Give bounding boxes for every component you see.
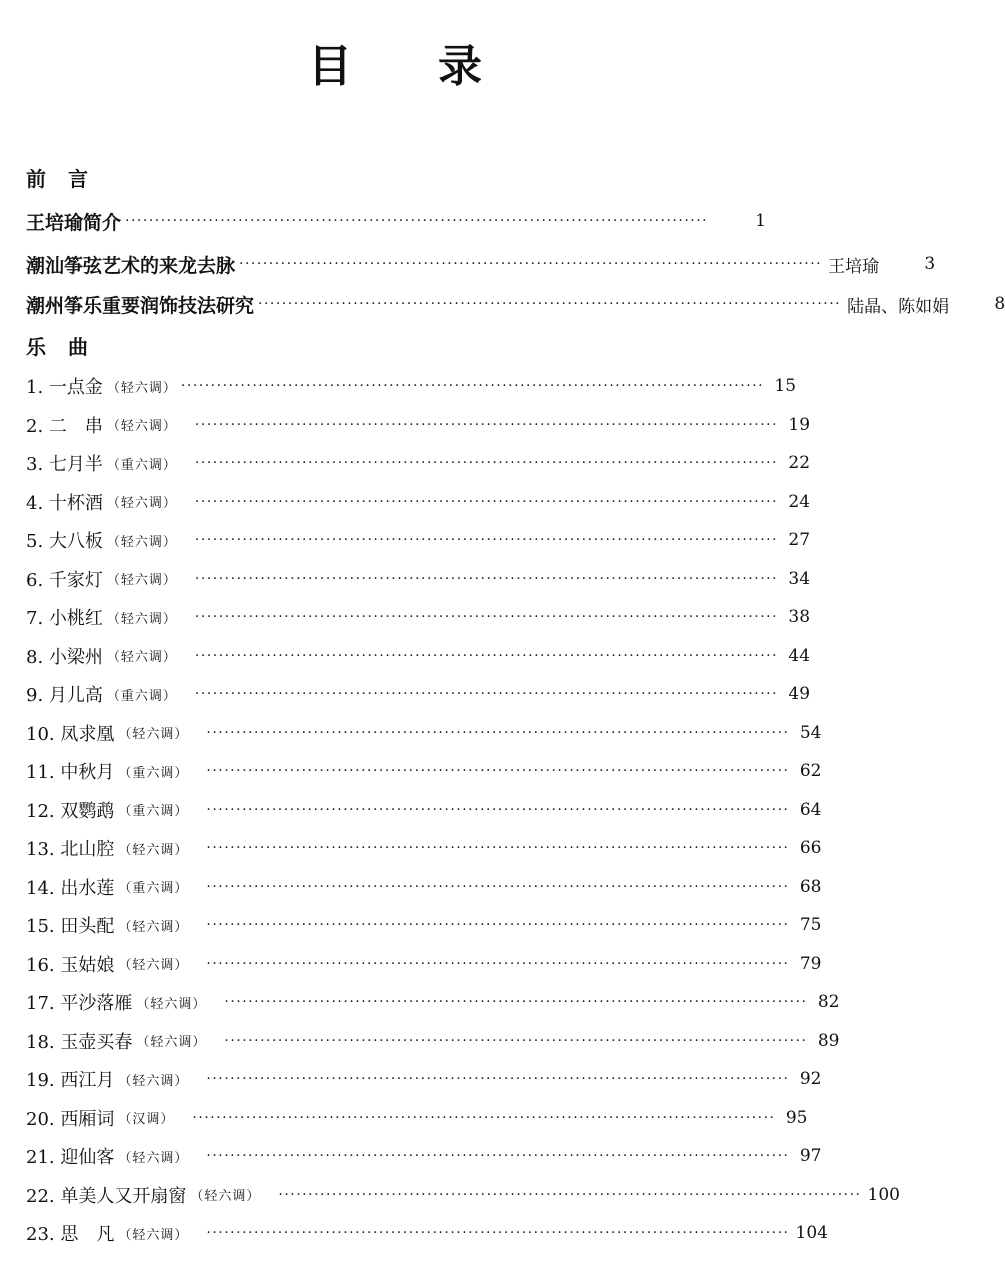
entry-title: 王培瑜简介 <box>26 211 122 234</box>
leader-dots: ·································································································· <box>194 570 779 587</box>
piece-mode: （重六调） <box>106 688 177 704</box>
piece-mode: （轻六调） <box>118 1073 189 1089</box>
toc-entry-piece-7[interactable] <box>26 603 811 631</box>
toc-entry-piece-5[interactable] <box>26 526 811 554</box>
piece-title: 21. 迎仙客 <box>26 1147 115 1168</box>
piece-title: 10. 凤求凰 <box>26 723 115 745</box>
piece-mode: （重六调） <box>118 765 189 781</box>
piece-mode: （轻六调） <box>106 419 177 434</box>
toc-entry-piece-20[interactable] <box>26 1104 808 1132</box>
piece-title: 9. 月儿高 <box>26 685 103 706</box>
toc-entry-piece-6[interactable] <box>26 565 811 593</box>
piece-mode: （轻六调） <box>118 727 189 742</box>
leader-dots: ·································································································· <box>258 296 842 312</box>
leader-dots: ·································································································· <box>206 917 790 933</box>
leader-dots: ·································································································· <box>278 1186 862 1203</box>
piece-mode: （轻六调） <box>118 1227 189 1243</box>
section-preface-char-2: 言 <box>68 167 88 191</box>
piece-mode: （轻六调） <box>136 996 207 1012</box>
piece-title: 1. 一点金 <box>26 377 103 398</box>
piece-page-number: 79 <box>799 953 822 974</box>
piece-title: 7. 小桃红 <box>26 608 103 629</box>
leader-dots: ·································································································· <box>206 878 790 895</box>
entry-page-number: 1 <box>755 211 766 231</box>
toc-entry-piece-23[interactable] <box>26 1219 828 1247</box>
piece-title: 8. 小梁州 <box>26 646 103 668</box>
toc-entry-piece-9[interactable] <box>26 680 811 708</box>
leader-dots: ·································································································· <box>206 1225 790 1241</box>
leader-dots: ·································································································· <box>194 609 779 625</box>
piece-mode: （轻六调） <box>118 919 189 935</box>
piece-page-number: 19 <box>788 414 811 435</box>
piece-mode: （重六调） <box>118 881 189 896</box>
piece-title: 14. 出水莲 <box>26 877 115 899</box>
leader-dots: ·································································································· <box>206 1071 790 1087</box>
piece-title: 17. 平沙落雁 <box>26 993 133 1014</box>
piece-mode: （轻六调） <box>118 842 189 858</box>
leader-dots: ·································································································· <box>180 378 765 394</box>
piece-mode: （重六调） <box>106 457 177 473</box>
leader-dots: ·································································································· <box>192 1109 776 1126</box>
piece-mode: （轻六调） <box>136 1035 207 1050</box>
leader-dots: ·································································································· <box>206 1148 790 1164</box>
leader-dots: ·································································································· <box>194 647 779 664</box>
leader-dots: ·································································································· <box>206 955 790 972</box>
piece-mode: （轻六调） <box>106 534 177 550</box>
toc-entry-piece-13[interactable] <box>26 834 822 862</box>
toc-entry-article-2[interactable] <box>26 250 936 278</box>
piece-page-number: 95 <box>785 1107 808 1128</box>
piece-page-number: 34 <box>788 568 811 589</box>
piece-mode: （轻六调） <box>118 1150 189 1166</box>
leader-dots: ·································································································· <box>194 455 779 471</box>
entry-author: 陆晶、陈如娟 <box>847 296 950 317</box>
toc-entry-piece-22[interactable] <box>26 1181 900 1209</box>
entry-page-number: 3 <box>924 254 936 274</box>
piece-title: 3. 七月半 <box>26 454 103 475</box>
leader-dots: ·································································································· <box>224 1032 808 1049</box>
leader-dots: ·································································································· <box>194 416 779 433</box>
leader-dots: ·································································································· <box>125 213 709 229</box>
page-title <box>0 30 790 90</box>
piece-title: 5. 大八板 <box>26 531 103 552</box>
piece-title: 15. 田头配 <box>26 916 115 937</box>
toc-entry-piece-4[interactable] <box>26 488 811 516</box>
leader-dots: ·································································································· <box>206 724 790 741</box>
toc-entry-piece-14[interactable] <box>26 873 822 901</box>
piece-mode: （轻六调） <box>118 958 189 973</box>
piece-page-number: 92 <box>799 1069 822 1089</box>
toc-entry-piece-19[interactable] <box>26 1065 822 1093</box>
entry-author: 王培瑜 <box>828 256 880 277</box>
entry-title: 潮州筝乐重要润饰技法研究 <box>26 294 255 317</box>
piece-page-number: 66 <box>799 838 822 858</box>
leader-dots: ·································································································· <box>239 256 823 272</box>
piece-title: 12. 双鹦鹉 <box>26 800 115 822</box>
toc-entry-piece-8[interactable] <box>26 642 811 670</box>
piece-title: 20. 西厢词 <box>26 1108 115 1130</box>
piece-mode: （轻六调） <box>106 380 177 396</box>
section-heading-music[interactable] <box>26 333 88 361</box>
piece-title: 2. 二 串 <box>26 415 103 437</box>
piece-title: 23. 思 凡 <box>26 1224 115 1245</box>
leader-dots: ·································································································· <box>194 686 779 702</box>
toc-entry-piece-18[interactable] <box>26 1027 840 1055</box>
section-preface-char-1: 前 <box>26 167 46 191</box>
piece-page-number: 75 <box>799 915 822 935</box>
piece-page-number: 54 <box>799 722 822 743</box>
piece-title: 19. 西江月 <box>26 1070 115 1091</box>
toc-entry-piece-16[interactable] <box>26 950 822 978</box>
piece-mode: （轻六调） <box>106 650 177 665</box>
section-music-char-2: 曲 <box>68 335 88 359</box>
piece-page-number: 82 <box>817 992 840 1012</box>
piece-title: 6. 千家灯 <box>26 569 103 591</box>
piece-title: 22. 单美人又开扇窗 <box>26 1185 187 1207</box>
piece-title: 16. 玉姑娘 <box>26 954 115 976</box>
toc-entry-piece-2[interactable] <box>26 411 811 439</box>
piece-page-number: 104 <box>795 1223 828 1243</box>
leader-dots: ·································································································· <box>194 532 779 548</box>
title-part-2: 录 <box>438 41 482 92</box>
toc-entry-piece-15[interactable] <box>26 911 822 939</box>
piece-mode: （轻六调） <box>106 611 177 627</box>
leader-dots: ·································································································· <box>194 493 779 510</box>
title-part-1: 目 <box>308 41 352 92</box>
toc-entry-article-3[interactable] <box>26 290 1005 318</box>
toc-entry-article-1[interactable] <box>26 207 766 235</box>
piece-page-number: 68 <box>799 876 822 897</box>
leader-dots: ·································································································· <box>206 840 790 856</box>
leader-dots: ·································································································· <box>206 801 790 818</box>
leader-dots: ·································································································· <box>206 763 790 779</box>
piece-page-number: 100 <box>867 1184 900 1205</box>
piece-title: 13. 北山腔 <box>26 839 115 860</box>
piece-mode: （轻六调） <box>106 573 177 588</box>
piece-title: 18. 玉壶买春 <box>26 1031 133 1053</box>
entry-title: 潮汕筝弦艺术的来龙去脉 <box>26 254 236 277</box>
piece-mode: （汉调） <box>118 1112 175 1127</box>
toc-entry-piece-3[interactable] <box>26 449 811 477</box>
piece-page-number: 64 <box>799 799 822 820</box>
piece-page-number: 38 <box>788 607 811 627</box>
piece-page-number: 27 <box>788 530 811 550</box>
piece-page-number: 89 <box>817 1030 840 1051</box>
section-heading-preface[interactable] <box>26 165 88 193</box>
toc-entry-piece-21[interactable] <box>26 1142 822 1170</box>
toc-entry-piece-17[interactable] <box>26 988 840 1016</box>
piece-page-number: 62 <box>799 761 822 781</box>
piece-page-number: 49 <box>788 684 811 704</box>
leader-dots: ·································································································· <box>224 994 808 1010</box>
toc-entry-piece-12[interactable] <box>26 796 822 824</box>
piece-title: 4. 十杯酒 <box>26 492 103 514</box>
toc-entry-piece-1[interactable] <box>26 372 797 400</box>
section-music-char-1: 乐 <box>26 335 46 359</box>
entry-page-number: 8 <box>994 294 1005 314</box>
piece-mode: （轻六调） <box>190 1189 261 1204</box>
piece-title: 11. 中秋月 <box>26 762 115 783</box>
toc-entry-piece-11[interactable] <box>26 757 822 785</box>
piece-page-number: 44 <box>788 645 811 666</box>
toc-entry-piece-10[interactable] <box>26 719 822 747</box>
piece-page-number: 97 <box>799 1146 822 1166</box>
piece-page-number: 15 <box>774 376 797 396</box>
piece-page-number: 24 <box>788 491 811 512</box>
piece-mode: （重六调） <box>118 804 189 819</box>
piece-page-number: 22 <box>788 453 811 473</box>
piece-mode: （轻六调） <box>106 496 177 511</box>
